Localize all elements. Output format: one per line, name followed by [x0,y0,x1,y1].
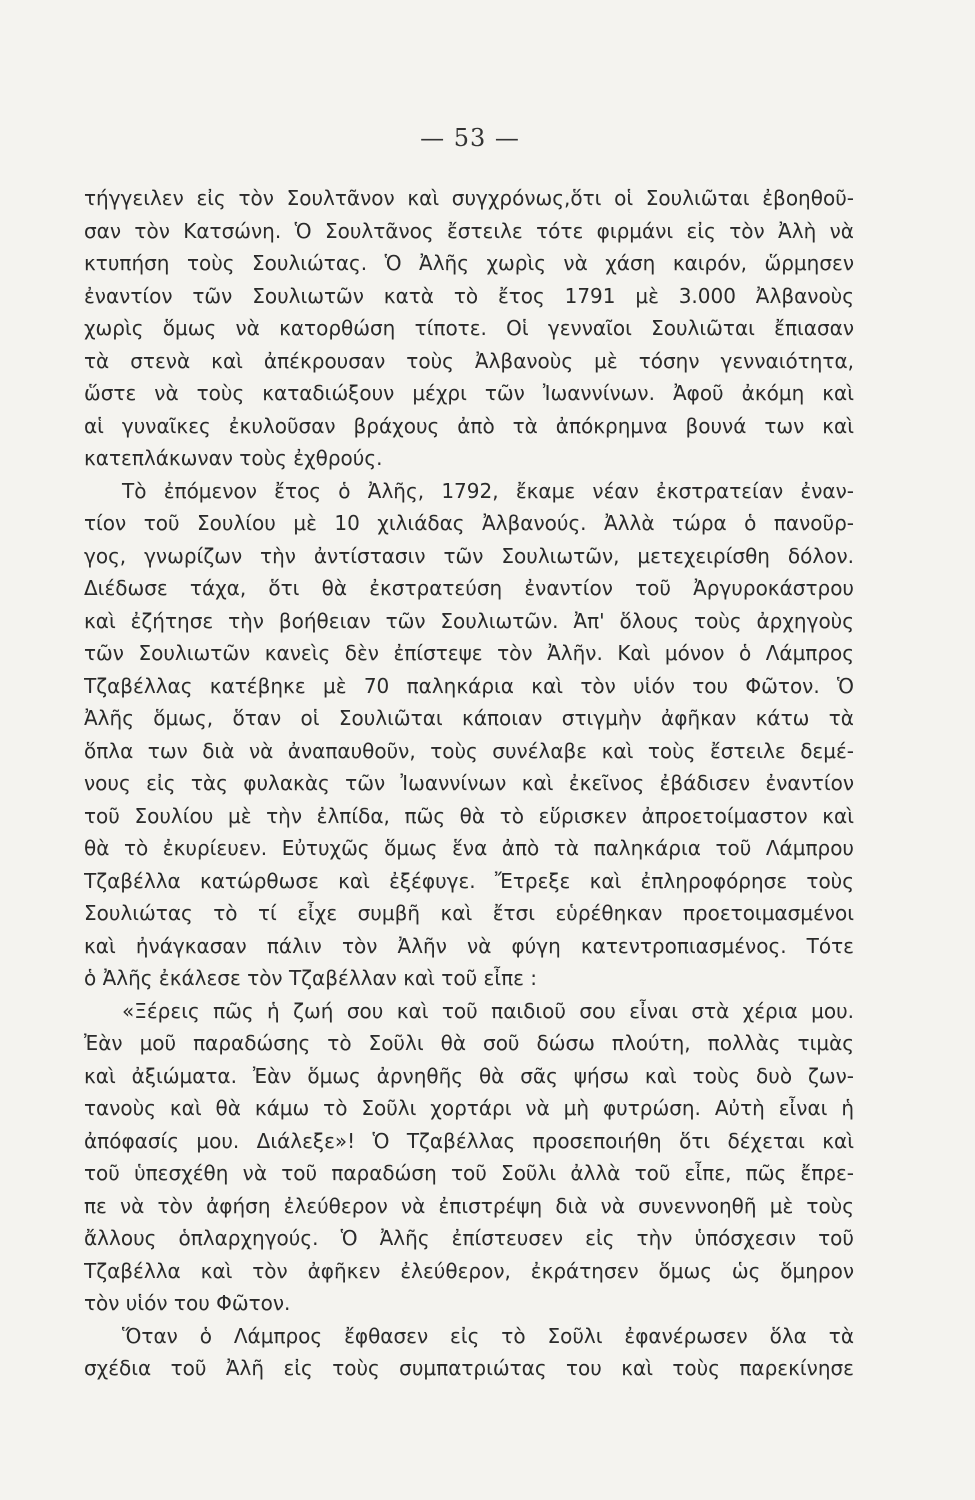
text-line: θὰ τὸ ἐκυρίευεν. Εὐτυχῶς ὅμως ἕνα ἀπὸ τὰ παληκάρια τοῦ Λάμπρου [84,836,854,860]
text-line: Τὸ ἐπόμενον ἔτος ὁ Ἀλῆς, 1792, ἔκαμε νέαν ἐκστρατείαν ἐναν- [122,478,854,503]
text-line: αἱ γυναῖκες ἐκυλοῦσαν βράχους ἀπὸ τὰ ἀπόκρημνα βουνά των καὶ [84,413,854,438]
text-line: καὶ ἀξιώματα. Ἐὰν ὅμως ἀρνηθῆς θὰ σᾶς ψήσω καὶ τοὺς δυὸ ζων- [84,1063,854,1088]
text-line: γος, γνωρίζων τὴν ἀντίστασιν τῶν Σουλιωτῶν, μετεχειρίσθη δόλον. [84,543,854,568]
text-line: κτυπήση τοὺς Σουλιώτας. Ὁ Ἀλῆς χωρὶς νὰ χάση καιρόν, ὥρμησεν [84,251,854,275]
text-line: τίον τοῦ Σουλίου μὲ 10 χιλιάδας Ἀλβανούς. Ἀλλὰ τώρα ὁ πανοῦρ- [84,511,854,535]
text-line: χωρὶς ὅμως νὰ κατορθώση τίποτε. Οἱ γενναῖοι Σουλιῶται ἔπιασαν [84,316,854,340]
text-line: καὶ ἠνάγκασαν πάλιν τὸν Ἀλῆν νὰ φύγη κατεντροπιασμένος. Τότε [84,933,854,958]
text-line: τῶν Σουλιωτῶν κανεὶς δὲν ἐπίστεψε τὸν Ἀλῆν. Καὶ μόνον ὁ Λάμπρος [84,641,854,665]
text-line: ἄλλους ὁπλαρχηγούς. Ὁ Ἀλῆς ἐπίστευσεν εἰς τὴν ὑπόσχεσιν τοῦ [84,1226,854,1250]
text-line: «Ξέρεις πῶς ἡ ζωή σου καὶ τοῦ παιδιοῦ σου εἶναι στὰ χέρια μου. [122,998,854,1023]
text-line: κατεπλάκωναν τοὺς ἐχθρούς. [84,446,383,470]
text-line: τὸν υἱόν του Φῶτον. [84,1291,291,1315]
text-line: τανοὺς καὶ θὰ κάμω τὸ Σοῦλι χορτάρι νὰ μὴ φυτρώση. Αὐτὴ εἶναι ἡ [84,1096,854,1120]
text-line: Σουλιώτας τὸ τί εἶχε συμβῆ καὶ ἔτσι εὑρέθηκαν προετοιμασμένοι [84,901,854,925]
text-line: τοῦ Σουλίου μὲ τὴν ἐλπίδα, πῶς θὰ τὸ εὕρισκεν ἀπροετοίμαστον καὶ [84,803,854,828]
text-line: ἀπόφασίς μου. Διάλεξε»! Ὁ Τζαβέλλας προσεποιήθη ὅτι δέχεται καὶ [84,1128,854,1153]
text-line: ὥστε νὰ τοὺς καταδιώξουν μέχρι τῶν Ἰωαννίνων. Ἀφοῦ ἀκόμη καὶ [84,381,854,405]
text-line: νους εἰς τὰς φυλακὰς τῶν Ἰωαννίνων καὶ ἐκεῖνος ἐβάδισεν ἐναντίον [84,771,854,795]
text-line: ὁ Ἀλῆς ἐκάλεσε τὸν Τζαβέλλαν καὶ τοῦ εἶπε : [84,966,538,990]
text-line: τὰ στενὰ καὶ ἀπέκρουσαν τοὺς Ἀλβανοὺς μὲ τόσην γενναιότητα, [84,348,854,373]
page-number: — 53 — [420,124,520,152]
body-text [84,182,854,1385]
text-line: πε νὰ τὸν ἀφήση ἐλεύθερον νὰ ἐπιστρέψη διὰ νὰ συνεννοηθῆ μὲ τοὺς [84,1193,854,1218]
text-line: Ἀλῆς ὅμως, ὅταν οἱ Σουλιῶται κάποιαν στιγμὴν ἀφῆκαν κάτω τὰ [84,706,854,730]
text-line: Διέδωσε τάχα, ὅτι θὰ ἐκστρατεύση ἐναντίον τοῦ Ἀργυροκάστρου [84,576,854,600]
text-line: Τζαβέλλα κατώρθωσε καὶ ἐξέφυγε. Ἔτρεξε καὶ ἐπληροφόρησε τοὺς [84,868,854,893]
text-line: ἐναντίον τῶν Σουλιωτῶν κατὰ τὸ ἔτος 1791 μὲ 3.000 Ἀλβανοὺς [84,283,854,308]
text-line: σαν τὸν Κατσώνη. Ὁ Σουλτᾶνος ἔστειλε τότε φιρμάνι εἰς τὸν Ἀλὴ νὰ [84,218,854,243]
text-line: σχέδια τοῦ Ἀλῆ εἰς τοὺς συμπατριώτας του καὶ τοὺς παρεκίνησε [84,1356,854,1380]
text-line: Τζαβέλλας κατέβηκε μὲ 70 παληκάρια καὶ τὸν υἱόν του Φῶτον. Ὁ [84,673,854,698]
text-line: Τζαβέλλα καὶ τὸν ἀφῆκεν ἐλεύθερον, ἐκράτησεν ὅμως ὡς ὅμηρον [84,1258,854,1283]
text-line: καὶ ἐζήτησε τὴν βοήθειαν τῶν Σουλιωτῶν. Ἀπ' ὅλους τοὺς ἀρχηγοὺς [84,608,854,633]
text-line: τοῦ ὑπεσχέθη νὰ τοῦ παραδώση τοῦ Σοῦλι ἀλλὰ τοῦ εἶπε, πῶς ἔπρε- [84,1161,854,1185]
text-line: Ὅταν ὁ Λάμπρος ἔφθασεν εἰς τὸ Σοῦλι ἐφανέρωσεν ὅλα τὰ [122,1323,854,1348]
text-line: Ἐὰν μοῦ παραδώσης τὸ Σοῦλι θὰ σοῦ δώσω πλούτη, πολλὰς τιμὰς [84,1031,854,1055]
text-line: ὅπλα των διὰ νὰ ἀναπαυθοῦν, τοὺς συνέλαβε καὶ τοὺς ἔστειλε δεμέ- [84,738,854,763]
text-line: τήγγειλεν εἰς τὸν Σουλτᾶνον καὶ συγχρόνως,ὅτι οἱ Σουλιῶται ἐβοηθοῦ- [84,186,854,210]
